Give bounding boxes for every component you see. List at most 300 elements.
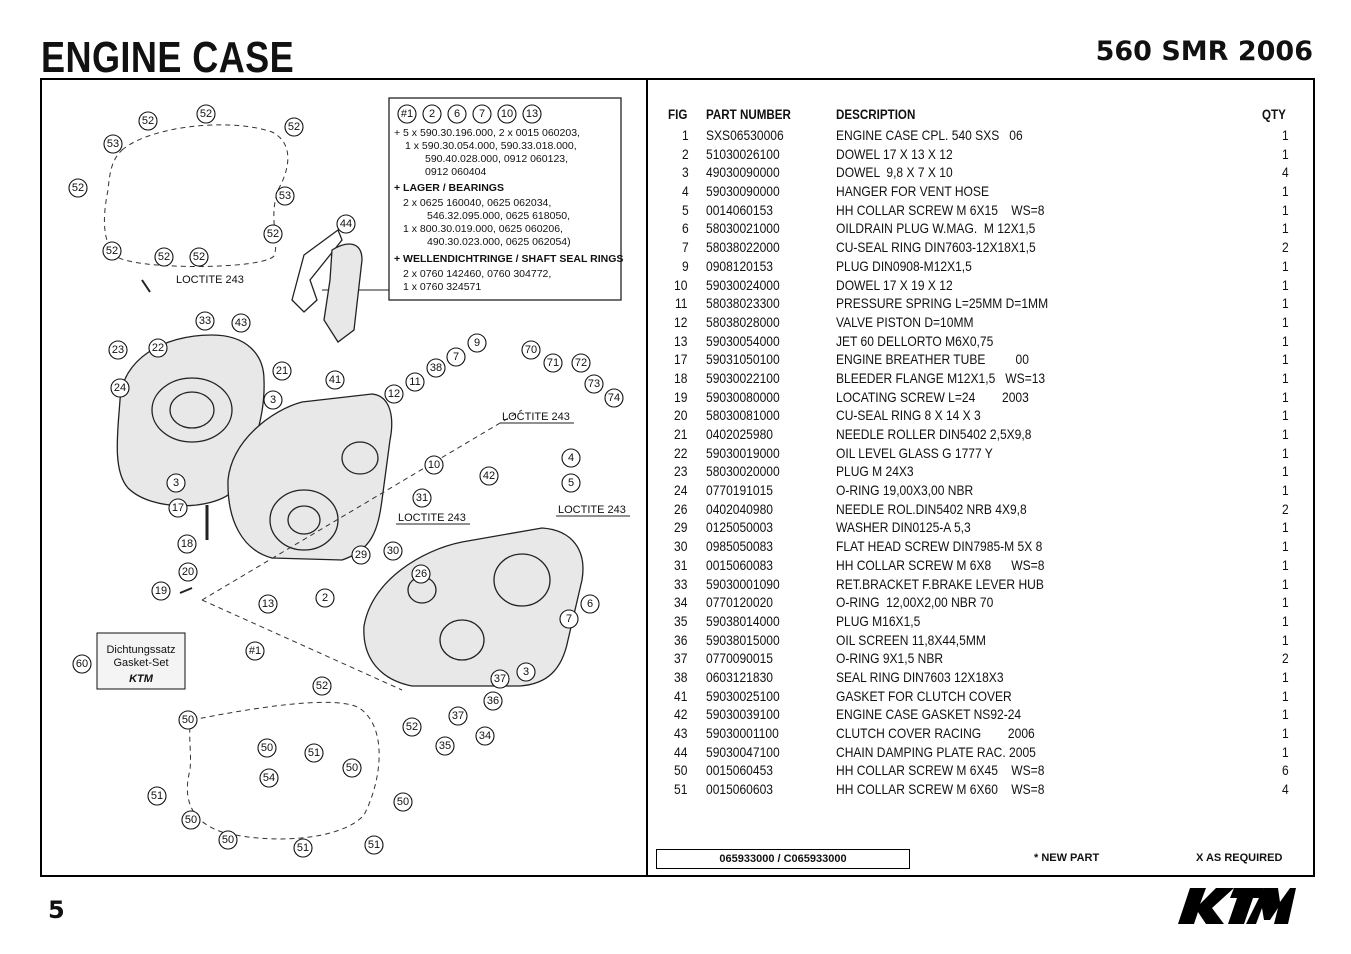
fig-cell: 31 — [674, 556, 688, 573]
qty-cell: 2 — [1282, 650, 1289, 667]
fig-cell: 9 — [682, 257, 689, 274]
callout-33 — [196, 312, 214, 330]
callout-41 — [326, 371, 344, 389]
engine-case-drawing — [42, 80, 646, 875]
description-cell: CU-SEAL RING DIN7603-12X18X1,5 — [836, 239, 1036, 256]
svg-text:53: 53 — [278, 190, 292, 202]
loctite-label: LOCTITE 243 — [558, 504, 626, 516]
description-cell: CHAIN DAMPING PLATE RAC. 2005 — [836, 743, 1036, 760]
fig-cell: 6 — [682, 220, 689, 237]
qty-cell: 1 — [1282, 332, 1289, 349]
svg-text:18: 18 — [180, 538, 194, 550]
table-row — [662, 145, 1302, 164]
part-number-cell: 59030019000 — [706, 444, 780, 461]
svg-text:36: 36 — [486, 695, 500, 707]
qty-cell: 2 — [1282, 239, 1289, 256]
svg-text:10: 10 — [427, 459, 441, 471]
callout-2 — [316, 589, 334, 607]
callout-52 — [313, 677, 331, 695]
fig-cell: 33 — [674, 575, 688, 592]
svg-text:11: 11 — [409, 376, 421, 388]
svg-text:37: 37 — [493, 673, 507, 685]
loctite-label: LOCTITE 243 — [502, 411, 570, 423]
svg-text:34: 34 — [478, 730, 492, 742]
svg-text:52: 52 — [71, 182, 85, 194]
fig-cell: 11 — [675, 295, 688, 312]
part-number-cell: 0770120020 — [706, 594, 773, 611]
svg-text:50: 50 — [184, 814, 198, 826]
description-cell: OIL LEVEL GLASS G 1777 Y — [836, 444, 993, 461]
svg-text:52: 52 — [405, 721, 419, 733]
qty-cell: 1 — [1282, 463, 1289, 480]
description-cell: SEAL RING DIN7603 12X18X3 — [836, 668, 1004, 685]
callout-60 — [73, 655, 91, 673]
qty-cell: 1 — [1282, 687, 1289, 704]
fig-cell: 20 — [674, 407, 688, 424]
callout-38 — [427, 359, 445, 377]
qty-cell: 1 — [1282, 127, 1289, 143]
table-row — [662, 687, 1302, 706]
description-cell: PLUG DIN0908-M12X1,5 — [836, 257, 972, 274]
description-cell: PLUG M16X1,5 — [836, 612, 921, 629]
callout-5 — [562, 474, 580, 492]
svg-text:50: 50 — [260, 742, 274, 754]
svg-text:6: 6 — [453, 108, 461, 120]
part-number-cell: 58030020000 — [706, 463, 780, 480]
svg-text:24: 24 — [113, 382, 127, 394]
description-cell: O-RING 9X1,5 NBR — [836, 650, 944, 667]
fig-cell: 7 — [682, 239, 689, 256]
callout-4 — [562, 449, 580, 467]
kit-line: 0912 060404 — [425, 166, 487, 178]
ktm-logo — [1176, 884, 1296, 926]
callout-52 — [190, 248, 208, 266]
callout-13 — [259, 595, 277, 613]
description-cell: DOWEL 17 X 19 X 12 — [836, 276, 953, 293]
gasket-set-brand: KTM — [129, 673, 153, 685]
svg-text:5: 5 — [567, 477, 575, 489]
part-number-cell: 0125050003 — [706, 519, 773, 536]
svg-text:52: 52 — [141, 115, 155, 127]
fig-cell: 12 — [674, 313, 688, 330]
callout-7 — [447, 348, 465, 366]
svg-text:73: 73 — [587, 378, 601, 390]
svg-text:7: 7 — [478, 108, 486, 120]
qty-cell: 1 — [1282, 743, 1289, 760]
parts-table-body — [662, 126, 1302, 799]
parts-table-header — [662, 104, 1302, 126]
svg-text:29: 29 — [354, 549, 368, 561]
fig-cell: 44 — [674, 743, 688, 760]
callout-52 — [103, 242, 121, 260]
svg-text:#1: #1 — [400, 108, 414, 120]
callout-3 — [264, 391, 282, 409]
svg-text:51: 51 — [307, 747, 321, 759]
callout-50 — [343, 759, 361, 777]
svg-text:52: 52 — [157, 251, 171, 263]
table-row — [662, 201, 1302, 220]
part-number-cell: 0985050083 — [706, 538, 773, 555]
callout-51 — [294, 839, 312, 857]
qty-cell: 1 — [1282, 426, 1289, 442]
fig-cell: 51 — [674, 781, 688, 798]
callout-26 — [412, 565, 430, 583]
description-cell: VALVE PISTON D=10MM — [836, 313, 974, 330]
part-number-cell: 59030024000 — [706, 276, 780, 293]
qty-cell: 1 — [1282, 220, 1289, 237]
fig-cell: 2 — [682, 145, 689, 162]
description-cell: NEEDLE ROL.DIN5402 NRB 4X9,8 — [836, 500, 1027, 517]
svg-text:37: 37 — [451, 710, 465, 722]
svg-text:54: 54 — [262, 772, 276, 784]
callout-31 — [413, 489, 431, 507]
description-cell: JET 60 DELLORTO M6X0,75 — [836, 332, 994, 349]
kit-line: 2 x 0760 142460, 0760 304772, — [403, 268, 552, 280]
part-number-cell: 58038022000 — [706, 239, 780, 256]
callout-51 — [365, 836, 383, 854]
description-cell: CLUTCH COVER RACING 2006 — [836, 725, 1035, 741]
part-number-cell: 59031050100 — [706, 351, 780, 368]
kit-callout — [473, 105, 491, 123]
part-number-cell: 51030026100 — [706, 145, 780, 162]
fig-cell: 50 — [674, 762, 688, 779]
col-fig: FIG — [667, 107, 687, 122]
callout-37 — [449, 707, 467, 725]
table-row — [662, 668, 1302, 687]
fig-cell: 17 — [674, 351, 688, 368]
fig-cell: 34 — [674, 594, 688, 611]
part-number-cell: 59030090000 — [706, 183, 780, 200]
callout-50 — [219, 831, 237, 849]
svg-text:41: 41 — [328, 374, 342, 386]
qty-cell: 2 — [1282, 500, 1289, 517]
callout-71 — [544, 354, 562, 372]
part-number-cell: 0770191015 — [706, 482, 773, 499]
table-row — [662, 238, 1302, 257]
callout-72 — [572, 354, 590, 372]
svg-text:7: 7 — [452, 351, 460, 363]
callout-50 — [258, 739, 276, 757]
callout-24 — [111, 379, 129, 397]
svg-text:6: 6 — [586, 598, 594, 610]
svg-text:35: 35 — [438, 740, 452, 752]
part-number-cell: 0603121830 — [706, 668, 773, 685]
table-row — [662, 556, 1302, 575]
col-qty: QTY — [1262, 107, 1287, 122]
qty-cell: 1 — [1282, 482, 1289, 499]
svg-text:43: 43 — [234, 317, 248, 329]
callout-52 — [155, 248, 173, 266]
part-number-cell: 59030001090 — [706, 575, 780, 592]
callout-10 — [425, 456, 443, 474]
svg-text:50: 50 — [221, 834, 235, 846]
callout-34 — [476, 727, 494, 745]
table-row — [662, 462, 1302, 481]
description-cell: OILDRAIN PLUG W.MAG. M 12X1,5 — [836, 220, 1036, 237]
fig-cell: 4 — [682, 183, 689, 200]
part-number-cell: 59030054000 — [706, 332, 780, 349]
callout-52 — [285, 118, 303, 136]
callout-29 — [352, 546, 370, 564]
chain-guide — [324, 244, 362, 342]
gasket-set-label-en: Gasket-Set — [113, 657, 169, 669]
table-row — [662, 182, 1302, 201]
callout-30 — [384, 542, 402, 560]
callout-70 — [522, 341, 540, 359]
qty-cell: 6 — [1282, 762, 1289, 779]
table-row — [662, 500, 1302, 519]
svg-text:4: 4 — [567, 452, 575, 464]
table-row — [662, 705, 1302, 724]
svg-text:44: 44 — [339, 218, 353, 230]
part-number-cell: 59030025100 — [706, 687, 780, 704]
kit-line: 1 x 800.30.019.000, 0625 060206, — [403, 223, 563, 235]
table-row — [662, 575, 1302, 594]
part-number-cell: 0014060153 — [706, 201, 773, 218]
fig-cell: 23 — [674, 463, 688, 480]
fig-cell: 18 — [674, 369, 688, 386]
table-row — [662, 518, 1302, 537]
callout-35 — [436, 737, 454, 755]
svg-text:9: 9 — [473, 337, 481, 349]
kit-line: 2 x 0625 160040, 0625 062034, — [403, 197, 552, 209]
fig-cell: 29 — [674, 519, 688, 536]
clutch-cover-gasket — [104, 125, 287, 267]
description-cell: DOWEL 17 X 13 X 12 — [836, 145, 953, 162]
qty-cell: 1 — [1282, 668, 1289, 685]
description-cell: ENGINE CASE GASKET NS92-24 — [836, 706, 1022, 723]
part-number-cell: 49030090000 — [706, 164, 780, 181]
qty-cell: 1 — [1282, 276, 1289, 293]
part-number-cell: 0908120153 — [706, 257, 773, 274]
document-number: 065933000 / C065933000 — [656, 849, 910, 869]
qty-cell: 1 — [1282, 183, 1289, 200]
callout-50 — [182, 811, 200, 829]
callout-36 — [484, 692, 502, 710]
callout-50 — [394, 793, 412, 811]
description-cell: O-RING 12,00X2,00 NBR 70 — [836, 594, 994, 611]
kit-line: 490.30.023.000, 0625 062054) — [427, 236, 571, 248]
svg-text:38: 38 — [429, 362, 443, 374]
loctite-label: LOCTITE 243 — [176, 274, 244, 286]
kit-callout — [423, 105, 441, 123]
table-row — [662, 276, 1302, 295]
parts-table — [662, 104, 1302, 799]
description-cell: ENGINE CASE CPL. 540 SXS 06 — [836, 127, 1023, 143]
svg-text:52: 52 — [315, 680, 329, 692]
qty-cell: 4 — [1282, 164, 1289, 181]
fig-cell: 30 — [674, 538, 688, 555]
table-row — [662, 294, 1302, 313]
qty-cell: 1 — [1282, 444, 1289, 461]
table-row — [662, 761, 1302, 780]
frame-divider — [646, 80, 648, 875]
svg-text:51: 51 — [296, 842, 310, 854]
svg-text:10: 10 — [500, 108, 514, 120]
col-description: DESCRIPTION — [836, 107, 916, 122]
part-number-cell: 0015060453 — [706, 762, 773, 779]
svg-text:50: 50 — [345, 762, 359, 774]
qty-cell: 1 — [1282, 313, 1289, 330]
fig-cell: 24 — [674, 482, 688, 499]
qty-cell: 1 — [1282, 519, 1289, 536]
part-number-cell: 0402025980 — [706, 426, 773, 442]
callout-11 — [406, 373, 424, 391]
fig-cell: 21 — [674, 426, 688, 442]
kit-line: 546.32.095.000, 0625 618050, — [427, 210, 571, 222]
part-number-cell: 59030047100 — [706, 743, 780, 760]
callout-22 — [149, 339, 167, 357]
table-row — [662, 332, 1302, 351]
part-number-cell: 59030001100 — [706, 725, 779, 741]
qty-cell: 1 — [1282, 351, 1289, 368]
callout-9 — [468, 334, 486, 352]
loctite-label: LOCTITE 243 — [398, 512, 466, 524]
svg-text:70: 70 — [524, 344, 538, 356]
table-row — [662, 649, 1302, 668]
part-number-cell: 59030039100 — [706, 706, 780, 723]
fig-cell: 19 — [674, 388, 688, 405]
callout-43 — [232, 314, 250, 332]
table-row — [662, 631, 1302, 650]
part-number-cell: 59030080000 — [706, 388, 780, 405]
table-row — [662, 219, 1302, 238]
callout-kit-1 — [246, 642, 264, 660]
table-row — [662, 444, 1302, 463]
kit-callout — [498, 105, 516, 123]
part-number-cell: SXS06530006 — [706, 127, 784, 143]
svg-text:26: 26 — [414, 568, 428, 580]
kit-line: + LAGER / BEARINGS — [394, 182, 504, 194]
kit-line: 1 x 590.30.054.000, 590.33.018.000, — [405, 140, 577, 152]
qty-cell: 1 — [1282, 407, 1289, 424]
description-cell: CU-SEAL RING 8 X 14 X 3 — [836, 407, 981, 424]
col-part-number: PART NUMBER — [706, 107, 791, 122]
new-part-note: * NEW PART — [1034, 852, 1100, 864]
table-row — [662, 724, 1302, 743]
page-number: 5 — [48, 896, 65, 924]
svg-text:30: 30 — [386, 545, 400, 557]
kit-callout — [398, 105, 416, 123]
kit-callout — [523, 105, 541, 123]
fig-cell: 26 — [674, 500, 688, 517]
svg-text:3: 3 — [269, 394, 277, 406]
callout-73 — [585, 375, 603, 393]
qty-cell: 1 — [1282, 295, 1289, 312]
fig-cell: 36 — [674, 631, 688, 648]
callout-52 — [197, 105, 215, 123]
table-row — [662, 163, 1302, 182]
svg-text:3: 3 — [522, 666, 530, 678]
svg-text:#1: #1 — [248, 645, 262, 657]
page-title: ENGINE CASE — [41, 33, 295, 82]
callout-52 — [69, 179, 87, 197]
table-row — [662, 406, 1302, 425]
svg-text:31: 31 — [415, 492, 429, 504]
qty-cell: 1 — [1282, 257, 1289, 274]
gasket-set-label-de: Dichtungssatz — [106, 644, 176, 656]
callout-53 — [104, 135, 122, 153]
callout-18 — [178, 535, 196, 553]
qty-cell: 1 — [1282, 145, 1289, 162]
fig-cell: 10 — [674, 276, 688, 293]
svg-text:23: 23 — [111, 344, 125, 356]
fig-cell: 5 — [682, 201, 689, 218]
qty-cell: 1 — [1282, 612, 1289, 629]
svg-text:72: 72 — [574, 357, 588, 369]
table-row — [662, 257, 1302, 276]
part-number-cell: 58038028000 — [706, 313, 780, 330]
svg-text:52: 52 — [199, 108, 213, 120]
svg-text:71: 71 — [546, 357, 560, 369]
callout-51 — [148, 787, 166, 805]
svg-text:52: 52 — [105, 245, 119, 257]
callout-3 — [517, 663, 535, 681]
svg-text:50: 50 — [396, 796, 410, 808]
table-row — [662, 481, 1302, 500]
callout-52 — [139, 112, 157, 130]
table-row — [662, 126, 1302, 145]
callout-51 — [305, 744, 323, 762]
svg-text:53: 53 — [106, 138, 120, 150]
fig-cell: 37 — [674, 650, 688, 667]
qty-cell: 1 — [1282, 594, 1289, 611]
description-cell: PRESSURE SPRING L=25MM D=1MM — [836, 295, 1049, 312]
svg-text:42: 42 — [482, 470, 496, 482]
callout-6 — [581, 595, 599, 613]
description-cell: ENGINE BREATHER TUBE 00 — [836, 351, 1029, 368]
kit-line: 590.40.028.000, 0912 060123, — [425, 153, 569, 165]
svg-text:60: 60 — [75, 658, 89, 670]
svg-text:2: 2 — [428, 108, 436, 120]
description-cell: PLUG M 24X3 — [836, 463, 914, 480]
svg-text:51: 51 — [150, 790, 164, 802]
callout-53 — [276, 187, 294, 205]
svg-text:50: 50 — [181, 714, 195, 726]
table-row — [662, 743, 1302, 762]
qty-cell: 1 — [1282, 631, 1289, 648]
callout-50 — [179, 711, 197, 729]
qty-cell: 1 — [1282, 725, 1289, 741]
table-row — [662, 388, 1302, 407]
qty-cell: 1 — [1282, 201, 1289, 218]
callout-74 — [605, 389, 623, 407]
fig-cell: 35 — [674, 612, 688, 629]
description-cell: RET.BRACKET F.BRAKE LEVER HUB — [836, 575, 1044, 592]
description-cell: DOWEL 9,8 X 7 X 10 — [836, 164, 953, 181]
exploded-diagram — [42, 80, 646, 875]
table-row — [662, 313, 1302, 332]
qty-cell: 1 — [1282, 706, 1289, 723]
part-number-cell: 0770090015 — [706, 650, 773, 667]
svg-text:52: 52 — [287, 121, 301, 133]
callout-21 — [273, 362, 291, 380]
model-title: 560 SMR 2006 — [1095, 36, 1313, 67]
part-number-cell: 58030081000 — [706, 407, 780, 424]
callout-17 — [169, 499, 187, 517]
table-row — [662, 612, 1302, 631]
callout-7 — [560, 610, 578, 628]
qty-cell: 1 — [1282, 388, 1289, 405]
svg-text:2: 2 — [321, 592, 329, 604]
description-cell: NEEDLE ROLLER DIN5402 2,5X9,8 — [836, 426, 1032, 442]
description-cell: LOCATING SCREW L=24 2003 — [836, 388, 1029, 405]
callout-54 — [260, 769, 278, 787]
qty-cell: 1 — [1282, 556, 1289, 573]
part-number-cell: 0015060603 — [706, 781, 773, 798]
svg-text:74: 74 — [607, 392, 621, 404]
callout-19 — [152, 582, 170, 600]
